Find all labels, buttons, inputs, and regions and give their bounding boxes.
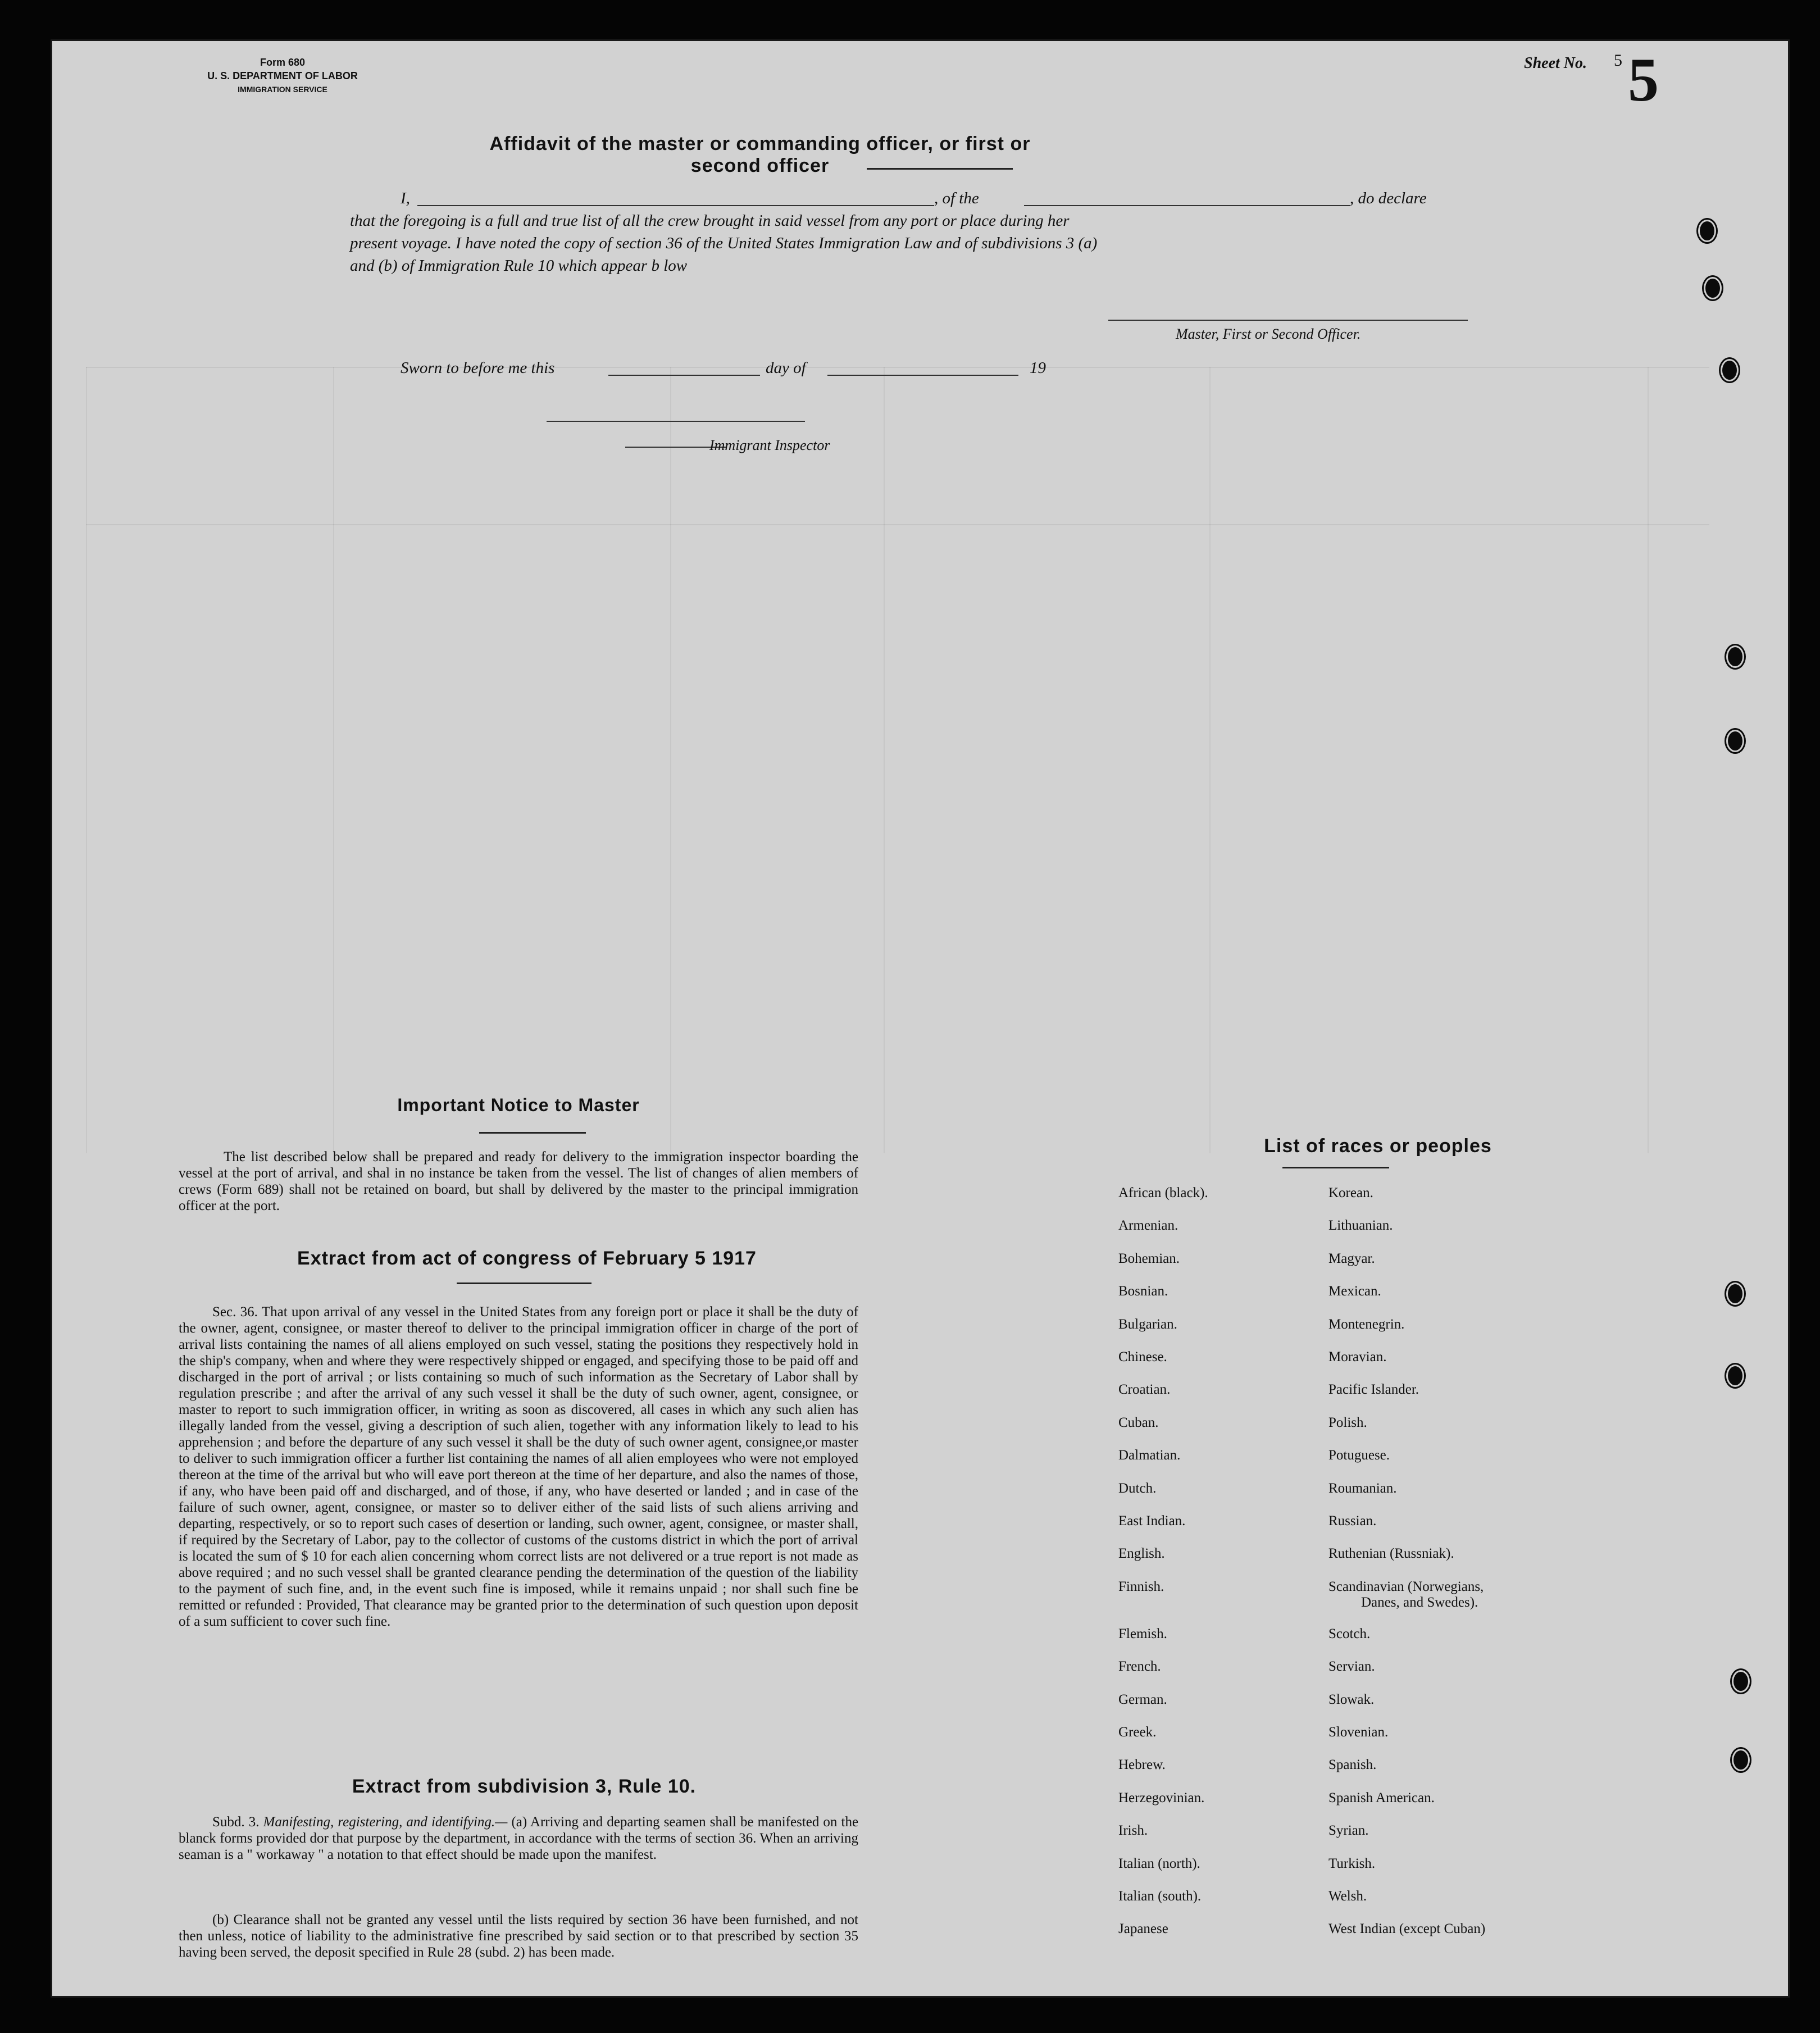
race-item: Finnish. (1118, 1579, 1164, 1594)
rule-extract-title: Extract from subdivision 3, Rule 10. (352, 1776, 697, 1797)
binder-hole (1726, 1282, 1744, 1305)
race-item: Dutch. (1118, 1480, 1157, 1496)
race-item: Hebrew. (1118, 1757, 1166, 1773)
race-item: Potuguese. (1328, 1448, 1390, 1463)
race-item: Korean. (1328, 1185, 1373, 1200)
name-blank (417, 205, 934, 206)
race-item: Lithuanian. (1328, 1218, 1393, 1234)
race-item: Cuban. (1118, 1415, 1159, 1430)
race-item: Servian. (1328, 1659, 1375, 1675)
ghost-column (1209, 367, 1211, 1153)
races-underline (1282, 1167, 1389, 1168)
race-item: Herzegovinian. (1118, 1790, 1205, 1805)
binder-hole (1698, 220, 1716, 242)
section-label: Sec. 36. (212, 1304, 258, 1320)
ghost-rule (86, 367, 1709, 368)
affidavit-line-4: and (b) of Immigration Rule 10 which appear b low (350, 257, 688, 275)
binder-hole (1726, 1365, 1744, 1387)
sheet-number: 5 (1614, 51, 1622, 70)
race-item: Welsh. (1328, 1889, 1367, 1904)
race-item: Moravian. (1328, 1349, 1387, 1365)
inspector-caption: Immigrant Inspector (709, 437, 830, 453)
ghost-column (884, 367, 885, 1153)
sheet-label: Sheet No. (1524, 54, 1587, 72)
service-name: IMMIGRATION SERVICE (238, 85, 327, 94)
ghost-column (333, 367, 334, 1153)
sworn-year: 19 (1030, 359, 1046, 377)
binder-hole (1721, 359, 1739, 381)
master-signature-blank (1108, 320, 1468, 321)
race-item: Turkish. (1328, 1855, 1376, 1871)
department-name: U. S. DEPARTMENT OF LABOR (207, 70, 358, 81)
race-item: African (black). (1118, 1185, 1208, 1200)
notice-title: Important Notice to Master (397, 1095, 640, 1115)
races-title: List of races or peoples (1264, 1135, 1492, 1157)
race-item: Slowak. (1328, 1691, 1375, 1707)
race-item: East Indian. (1118, 1513, 1186, 1529)
race-item: Slovenian. (1328, 1725, 1389, 1740)
race-item: Roumanian. (1328, 1480, 1397, 1496)
sheet-number-large: 5 (1628, 46, 1659, 114)
sworn-day-of: day of (766, 359, 806, 377)
form-number: Form 680 (260, 57, 306, 68)
affidavit-declare: , do declare (1350, 189, 1427, 207)
subd-text-a: (a) Arriving and departing seamen shall be manifested on the blanck forms provided dor that purpose by the department, in accordance with the terms of section 36. When an arriving seaman is a " workaway " a notation to that effect should be made upon the manifest. (179, 1814, 859, 1862)
ghost-rule (86, 524, 1709, 525)
act-extract-body (179, 1304, 858, 1630)
race-item: Flemish. (1118, 1626, 1167, 1641)
race-item: Polish. (1328, 1415, 1367, 1430)
act-extract-title: Extract from act of congress of February 5 1917 (297, 1248, 757, 1269)
binder-hole (1726, 645, 1744, 668)
race-item: Spanish. (1328, 1757, 1377, 1773)
race-item: Bohemian. (1118, 1250, 1180, 1266)
race-item: Scotch. (1328, 1626, 1371, 1641)
rule-para-b: (b) Clearance shall not be granted any vessel until the lists required by section 36 have been furnished, and not then unless, notice of liability to the administrative fine prescribed by said section or to that prescribed by section 35 having been served, the deposit specified in Rule 28 (subd. 2) has been made. (179, 1912, 858, 1960)
ghost-column (86, 367, 87, 1153)
race-item: Mexican. (1328, 1284, 1381, 1299)
race-item: Montenegrin. (1328, 1316, 1405, 1332)
race-item: Ruthenian (Russniak). (1328, 1546, 1454, 1562)
act-extract-underline (457, 1282, 592, 1284)
race-item: Chinese. (1118, 1349, 1167, 1365)
affidavit-i: I, (401, 189, 410, 207)
sworn-month-blank (827, 375, 1018, 376)
sworn-day-blank (608, 375, 760, 376)
inspector-signature-blank-1 (547, 421, 805, 422)
race-item: West Indian (except Cuban) (1328, 1921, 1486, 1937)
title-underline (867, 168, 1013, 170)
race-item: Pacific Islander. (1328, 1382, 1419, 1398)
notice-text: The list described below shall be prepared and ready for delivery to the immigration inspector boarding the vessel at the port of arrival, and shal in no instance be taken from the vessel. The list of changes of alien members of crews (Form 689) shall not be retained on board, but shall by delivered by the master to the principal immigration officer at the port. (179, 1149, 858, 1213)
notice-underline (479, 1132, 586, 1134)
subd-label: Subd. 3. (212, 1814, 260, 1830)
binder-hole (1732, 1749, 1750, 1771)
race-item: English. (1118, 1546, 1165, 1562)
race-item: Scandinavian (Norwegians, (1328, 1579, 1484, 1594)
race-item: French. (1118, 1659, 1161, 1675)
race-item: Greek. (1118, 1725, 1157, 1740)
race-item: Bulgarian. (1118, 1316, 1177, 1332)
document-sheet (51, 39, 1790, 1998)
binder-hole (1732, 1670, 1750, 1693)
race-item: Italian (south). (1118, 1889, 1202, 1904)
race-item: Dalmatian. (1118, 1448, 1181, 1463)
race-item: Irish. (1118, 1823, 1148, 1839)
ghost-column (1648, 367, 1649, 1153)
affidavit-of-the: , of the (934, 189, 979, 207)
race-item: Magyar. (1328, 1250, 1375, 1266)
affidavit-line-3: present voyage. I have noted the copy of section 36 of the United States Immigration Law and of subdivisions 3 (a) (350, 234, 1098, 252)
ghost-column (670, 367, 671, 1153)
binder-hole (1726, 730, 1744, 752)
affidavit-title: Affidavit of the master or commanding officer, or first or second officer (489, 133, 1031, 176)
race-item: Syrian. (1328, 1823, 1369, 1839)
subd-heading: Manifesting, registering, and identifying.— (263, 1814, 508, 1830)
race-item: Spanish American. (1328, 1790, 1435, 1805)
race-item: Italian (north). (1118, 1855, 1200, 1871)
section-text: That upon arrival of any vessel in the United States from any foreign port or place it shall be the duty of the owner, agent, consignee, or master thereof to deliver to the principal immigration officer in charge of the port of arrival lists containing the names of all aliens employed on such vessel, stating the positions they respectively hold in the ship's company, when and where they were respectively shipped or engaged, and specifying those to be paid off and discharged in the port of arrival ; or lists containing so much of such information as the Secretary of Labor shall by regulation prescribe ; and after the arrival of any such vessel it shall be the duty of such owner, agent, consignee, or master to report to such immigration officer, in writing as soon as discovered, all cases in which any such alien has illegally landed from the vessel, giving a description of such alien, together with any information likely to lead to his apprehension ; and before the departure of any such vessel it shall be the duty of such owner agent, consignee,or master to deliver to such immigration officer a further list containing the names of all alien employees who were not employed thereon at the time of the arrival but who will eave port thereon at the time of her departure, and also the names of those, if any, who have been paid off and discharged, and of those, if any, who have deserted or landed ; and in case of the failure of such owner, agent, consignee, or master so to deliver either of the said lists of such aliens arriving and departing, respectively, or so to report such cases of desertion or landing, such owner, agent, consignee, or master shall, if required by the Secretary of Labor, pay to the collector of customs of the customs district in which the port of arrival is located the sum of $ 10 for each alien concerning whom correct lists are not delivered or a true report is not made as above required ; and no such vessel shall be granted clearance pending the determination of the question of the liability to the payment of such fine, and, in the event such fine is imposed, while it remains unpaid ; nor shall such fine be remitted or refunded : Provided, That clearance may be granted prior to the determination of such question upon deposit of a sum sufficient to cover such fine. (179, 1304, 858, 1629)
binder-hole (1704, 277, 1722, 299)
race-item: Japanese (1118, 1921, 1168, 1937)
sworn-label: Sworn to before me this (401, 359, 555, 377)
race-item-continuation: Danes, and Swedes). (1361, 1594, 1478, 1610)
race-item: Croatian. (1118, 1382, 1171, 1398)
rule-para-a (179, 1814, 858, 1863)
race-item: Bosnian. (1118, 1284, 1168, 1299)
race-item: Russian. (1328, 1513, 1377, 1529)
race-item: German. (1118, 1691, 1167, 1707)
race-item: Armenian. (1118, 1218, 1179, 1234)
master-caption: Master, First or Second Officer. (1176, 326, 1361, 342)
vessel-blank (1024, 205, 1350, 206)
affidavit-line-2: that the foregoing is a full and true list of all the crew brought in said vessel from any port or place during her (350, 212, 1070, 230)
